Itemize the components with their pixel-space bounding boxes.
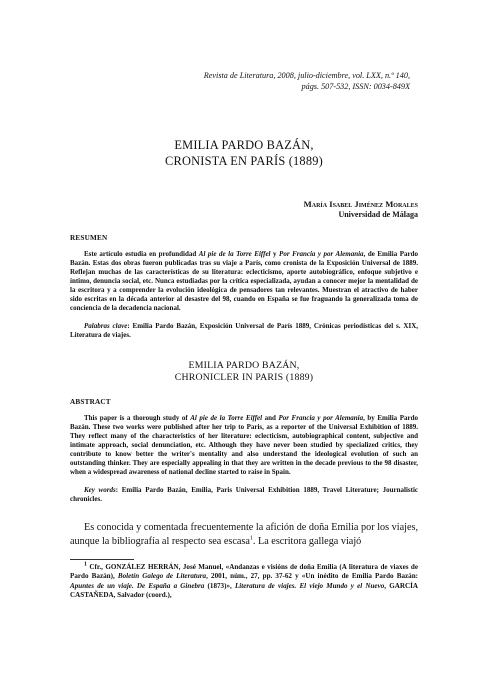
abstract-text-c: , by Emilia Pardo Bazán. These two works were published after her trip to Paris, as a reporter of the Universal Exhibition of 1889. They reflect many of the characteristics of her literature: eclecticism, autobiographical content, subjective and intimate approach, social denunciation, etc. Although they have never been studied by specialized critics, they contribute to know better the writer's mentality and also understand the ideological evolution of such an outstanding thinker. They are especially appealing in that they are written in the decade previous to the 98 disaster, when a widespread awareness of national decline started to raise in Spain. xyxy=(70,414,419,476)
english-title-line-1: EMILIA PARDO BAZÁN, xyxy=(188,360,300,371)
abstract-text-a: This paper is a thorough study of xyxy=(84,414,191,422)
author-affiliation: Universidad de Málaga xyxy=(338,210,418,219)
english-title-line-2: CHRONICLER IN PARIS (1889) xyxy=(174,372,314,383)
journal-citation-line-2: págs. 507-532, ISSN: 0034-849X xyxy=(301,82,410,91)
resumen-work-1: Al pie de la Torre Eiffel xyxy=(198,250,271,258)
footnote-divider xyxy=(70,559,134,560)
resumen-keywords xyxy=(70,322,418,340)
body-paragraph xyxy=(70,521,418,549)
footnote-text-e: (1873)», xyxy=(204,581,235,590)
footnote-reference[interactable]: 1 xyxy=(249,535,253,542)
footnote-text-a: Cfr., GONZÁLEZ HERRÁN, José Manuel, «Andanzas e visións de doña Emilia (A literatura de viaxes de Pardo Bazán), xyxy=(70,563,418,581)
footnote-work-1: Boletín Galego de Literatura xyxy=(117,572,207,581)
abstract-keywords-text: : Emilia Pardo Bazán, Emilia, Paris Universal Exhibition 1889, Travel Literature; Journalistic chronicles. xyxy=(70,486,419,503)
abstract-keywords-label: Key words xyxy=(84,486,116,494)
body-text-b: . La escritora gallega viajó xyxy=(252,536,362,547)
footnote-text-g: , GARCÍA CASTAÑEDA, Salvador (coord.), xyxy=(70,581,418,600)
resumen-text-b: y xyxy=(270,250,280,258)
author-name: María Isabel Jiménez Morales xyxy=(303,199,418,209)
footnote-work-3: Literatura de viajes. El viejo Mundo y el Nuevo xyxy=(234,581,385,590)
abstract-keywords xyxy=(70,486,418,504)
abstract-heading: ABSTRACT xyxy=(70,398,111,406)
article-title xyxy=(70,138,418,169)
abstract-work-1: Al pie de la Torre Eiffel xyxy=(190,414,263,422)
journal-citation-line-1: Revista de Literatura, 2008, julio-diciembre, vol. LXX, n.º 140, xyxy=(203,71,410,80)
abstract-work-2: Por Francia y por Alemania xyxy=(278,414,364,422)
footnote-work-2: Apuntes de un viaje. De España a Ginebra xyxy=(70,581,205,590)
english-title xyxy=(70,360,418,384)
resumen-work-2: Por Francia y por Alemania xyxy=(279,250,364,258)
body-text-a: Es conocida y comentada frecuentemente la afición de doña Emilia por los viajes, aunque la bibliografía al respecto sea escasa xyxy=(70,522,418,547)
article-title-line-2: CRONISTA EN PARÍS (1889) xyxy=(165,153,323,168)
resumen-text-a: Este artículo estudia en profundidad xyxy=(84,250,199,258)
article-title-line-1: EMILIA PARDO BAZÁN, xyxy=(174,138,314,152)
abstract-text-b: and xyxy=(262,414,279,422)
abstract-paragraph xyxy=(70,414,418,477)
resumen-heading: RESUMEN xyxy=(70,234,108,242)
journal-citation xyxy=(70,70,410,92)
resumen-paragraph xyxy=(70,250,418,313)
footnote-1 xyxy=(70,563,418,600)
footnote-mark: 1 xyxy=(84,561,87,568)
resumen-keywords-label: Palabras clave xyxy=(84,322,128,330)
resumen-text-c: , de Emilia Pardo Bazán. Estas dos obras fueron publicadas tras su viaje a París, como cronista de la Exposición Universal de 1889. Reflejan muchas de las características de su literatura: eclecticismo, aporte autobiográfico, enfoque subjetivo e íntimo, denuncia social, etc. Nunca estudiadas por la crítica especializada, ayudan a conocer mejor la mentalidad de la escritora y a comprender la evolución ideológica de pensadores tan relevantes. Muestran el atractivo de haber sido escritas en la década anterior al desastre del 98, cuando en España se fue fraguando la generalizada toma de conciencia de la decadencia nacional. xyxy=(70,250,418,312)
resumen-keywords-text: : Emilia Pardo Bazán, Exposición Universal de París 1889, Crónicas periodísticas del s. XIX, Literatura de viajes. xyxy=(70,322,419,339)
footnote-text-c: , 2001, núm., 27, pp. 37-62 y «Un inédito de Emilia Pardo Bazán: xyxy=(206,572,419,581)
